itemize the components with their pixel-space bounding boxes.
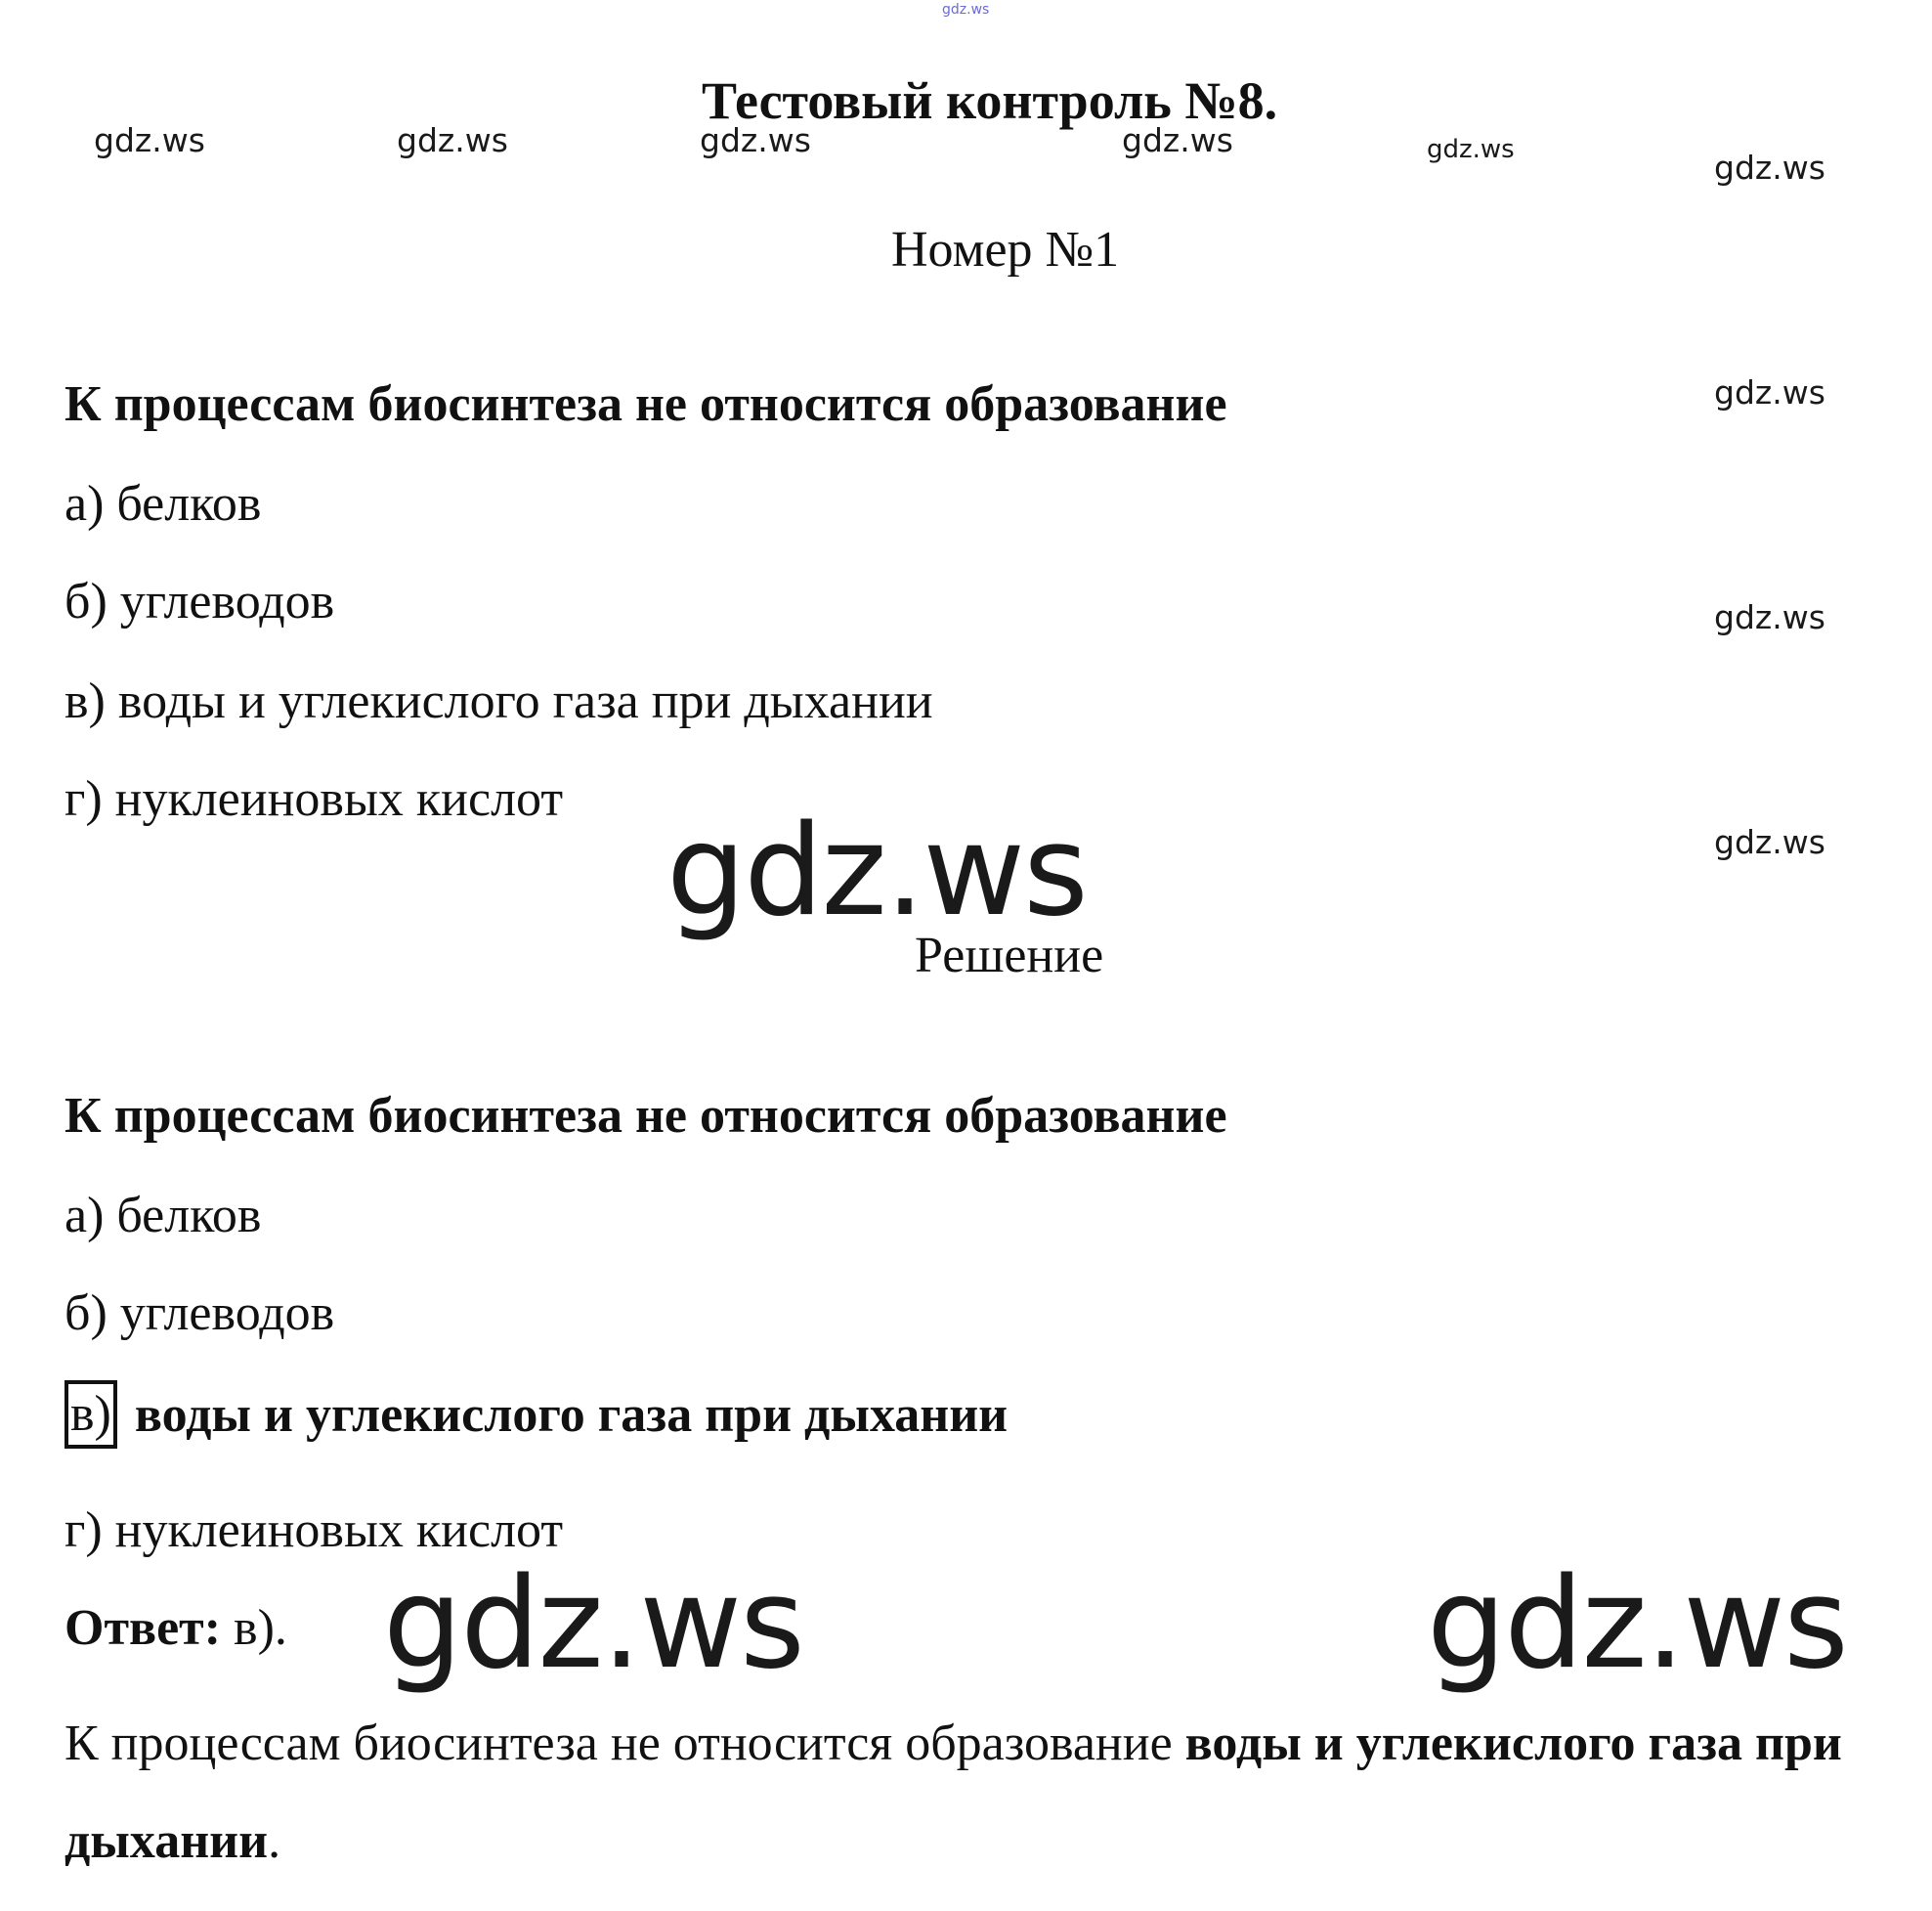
watermark-big-bottom-left: gdz.ws bbox=[383, 1551, 803, 1697]
answer-line bbox=[64, 1599, 287, 1657]
correct-answer-box: в) bbox=[64, 1380, 117, 1449]
task-option-c: в) воды и углекислого газа при дыхании bbox=[64, 673, 933, 729]
watermark-header-3: gdz.ws bbox=[700, 121, 811, 159]
watermark-top: gdz.ws bbox=[942, 2, 990, 18]
task-question: К процессам биосинтеза не относится образование bbox=[64, 376, 1227, 432]
answer-value: в). bbox=[234, 1600, 287, 1656]
watermark-big-bottom-right: gdz.ws bbox=[1427, 1551, 1847, 1697]
watermark-header-2: gdz.ws bbox=[397, 121, 508, 159]
solution-question: К процессам биосинтеза не относится образование bbox=[64, 1088, 1227, 1144]
solution-title: Решение bbox=[915, 928, 1104, 983]
solution-option-d: г) нуклеиновых кислот bbox=[64, 1502, 564, 1558]
page-title: Тестовый контроль №8. bbox=[702, 71, 1278, 130]
watermark-right-1: gdz.ws bbox=[1714, 149, 1825, 187]
watermark-header-1: gdz.ws bbox=[94, 121, 205, 159]
watermark-right-3: gdz.ws bbox=[1714, 598, 1825, 636]
explanation bbox=[64, 1695, 1882, 1890]
watermark-big-middle: gdz.ws bbox=[666, 799, 1087, 944]
solution-option-c-correct bbox=[64, 1380, 1008, 1449]
task-option-d: г) нуклеиновых кислот bbox=[64, 771, 564, 827]
solution-option-b: б) углеводов bbox=[64, 1285, 335, 1341]
watermark-right-4: gdz.ws bbox=[1714, 823, 1825, 861]
watermark-header-4: gdz.ws bbox=[1122, 121, 1233, 159]
solution-option-c-text: воды и углекислого газа при дыхании bbox=[134, 1386, 1009, 1443]
task-number: Номер №1 bbox=[891, 222, 1120, 278]
watermark-header-5: gdz.ws bbox=[1427, 135, 1515, 164]
solution-option-a: а) белков bbox=[64, 1188, 262, 1243]
explanation-end: . bbox=[268, 1813, 281, 1869]
task-option-b: б) углеводов bbox=[64, 574, 335, 630]
answer-label: Ответ: bbox=[64, 1600, 222, 1656]
explanation-plain: К процессам биосинтеза не относится образование bbox=[64, 1716, 1185, 1771]
explanation-bold: воды и углекислого газа при дыхании bbox=[64, 1716, 1842, 1869]
task-option-a: а) белков bbox=[64, 476, 262, 532]
watermark-right-2: gdz.ws bbox=[1714, 373, 1825, 412]
